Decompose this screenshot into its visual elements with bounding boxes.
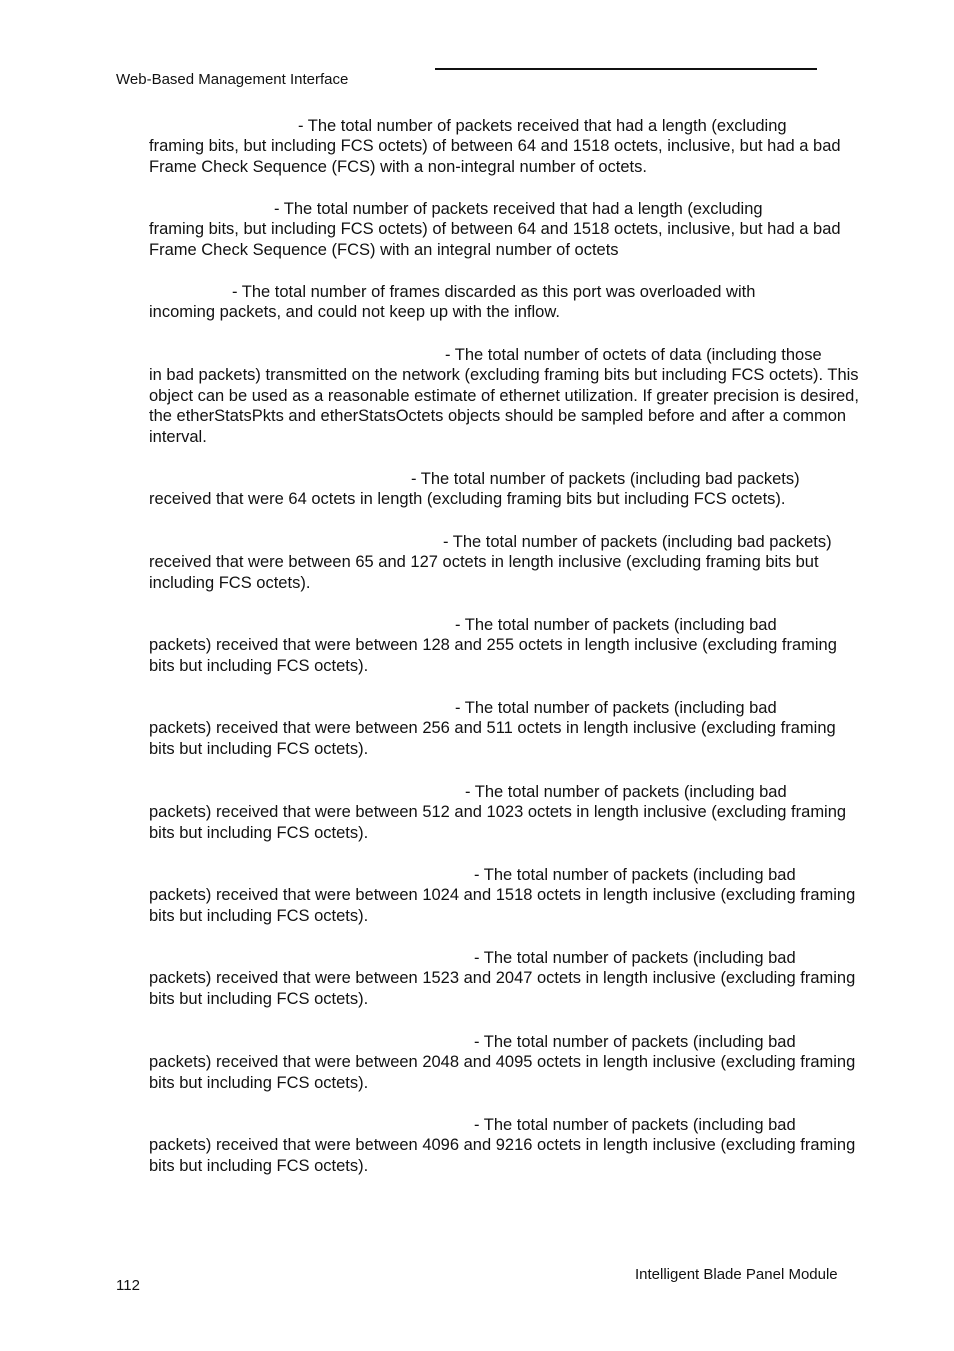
description-paragraph xyxy=(149,282,861,323)
paragraph-first-line: - The total number of packets (including bad xyxy=(465,783,787,801)
paragraph-first-line: - The total number of packets (including bad xyxy=(455,699,777,717)
paragraph-first-line: - The total number of packets (including bad packets) xyxy=(411,470,800,488)
description-paragraph xyxy=(149,1115,861,1176)
description-paragraph xyxy=(149,345,861,447)
header-rule xyxy=(435,68,817,70)
paragraph-first-line: - The total number of packets (including bad xyxy=(474,1033,796,1051)
paragraph-first-line: - The total number of packets (including bad xyxy=(474,866,796,884)
description-paragraph xyxy=(149,615,861,676)
paragraph-body: in bad packets) transmitted on the network (excluding framing bits but including FCS octets). This object can be used as a reasonable estimate of ethernet utilization. If greater precision is desired, the etherStatsPkts and etherStatsOctets objects should be sampled before and after a common interval. xyxy=(149,366,859,446)
description-paragraph xyxy=(149,199,861,260)
paragraph-first-line: - The total number of packets (including bad xyxy=(474,949,796,967)
paragraph-body: framing bits, but including FCS octets) of between 64 and 1518 octets, inclusive, but had a bad Frame Check Sequence (FCS) with an integral number of octets xyxy=(149,220,841,259)
footer-title: Intelligent Blade Panel Module xyxy=(635,1266,838,1283)
paragraph-body: incoming packets, and could not keep up with the inflow. xyxy=(149,303,560,322)
paragraph-body: packets) received that were between 1024 and 1518 octets in length inclusive (excluding framing bits but including FCS octets). xyxy=(149,886,856,925)
description-paragraph xyxy=(149,469,861,510)
paragraph-first-line: - The total number of packets (including bad xyxy=(455,616,777,634)
paragraph-first-line: - The total number of packets (including bad packets) xyxy=(443,533,832,551)
paragraph-body: packets) received that were between 1523 and 2047 octets in length inclusive (excluding framing bits but including FCS octets). xyxy=(149,969,856,1008)
description-paragraph xyxy=(149,116,861,177)
description-paragraph xyxy=(149,948,861,1009)
paragraph-body: packets) received that were between 256 and 511 octets in length inclusive (excluding framing bits but including FCS octets). xyxy=(149,719,836,758)
paragraph-body: packets) received that were between 2048 and 4095 octets in length inclusive (excluding framing bits but including FCS octets). xyxy=(149,1053,856,1092)
description-paragraph xyxy=(149,532,861,593)
paragraph-body: framing bits, but including FCS octets) of between 64 and 1518 octets, inclusive, but had a bad Frame Check Sequence (FCS) with a non-integral number of octets. xyxy=(149,137,841,176)
paragraph-first-line: - The total number of octets of data (including those xyxy=(445,346,822,364)
paragraph-first-line: - The total number of packets received that had a length (excluding xyxy=(298,117,787,135)
description-paragraph xyxy=(149,782,861,843)
paragraph-first-line: - The total number of frames discarded as this port was overloaded with xyxy=(232,283,756,301)
paragraph-body: packets) received that were between 4096 and 9216 octets in length inclusive (excluding framing bits but including FCS octets). xyxy=(149,1136,856,1175)
description-paragraph xyxy=(149,698,861,759)
description-paragraph xyxy=(149,865,861,926)
description-paragraph xyxy=(149,1032,861,1093)
paragraph-body: received that were between 65 and 127 octets in length inclusive (excluding framing bits but including FCS octets). xyxy=(149,553,819,592)
paragraph-body: packets) received that were between 128 and 255 octets in length inclusive (excluding framing bits but including FCS octets). xyxy=(149,636,837,675)
paragraph-first-line: - The total number of packets received that had a length (excluding xyxy=(274,200,763,218)
paragraph-body: packets) received that were between 512 and 1023 octets in length inclusive (excluding framing bits but including FCS octets). xyxy=(149,803,847,842)
paragraph-first-line: - The total number of packets (including bad xyxy=(474,1116,796,1134)
running-header-title: Web-Based Management Interface xyxy=(116,71,349,88)
page-number: 112 xyxy=(116,1277,140,1294)
paragraph-body: received that were 64 octets in length (excluding framing bits but including FCS octets). xyxy=(149,490,786,509)
